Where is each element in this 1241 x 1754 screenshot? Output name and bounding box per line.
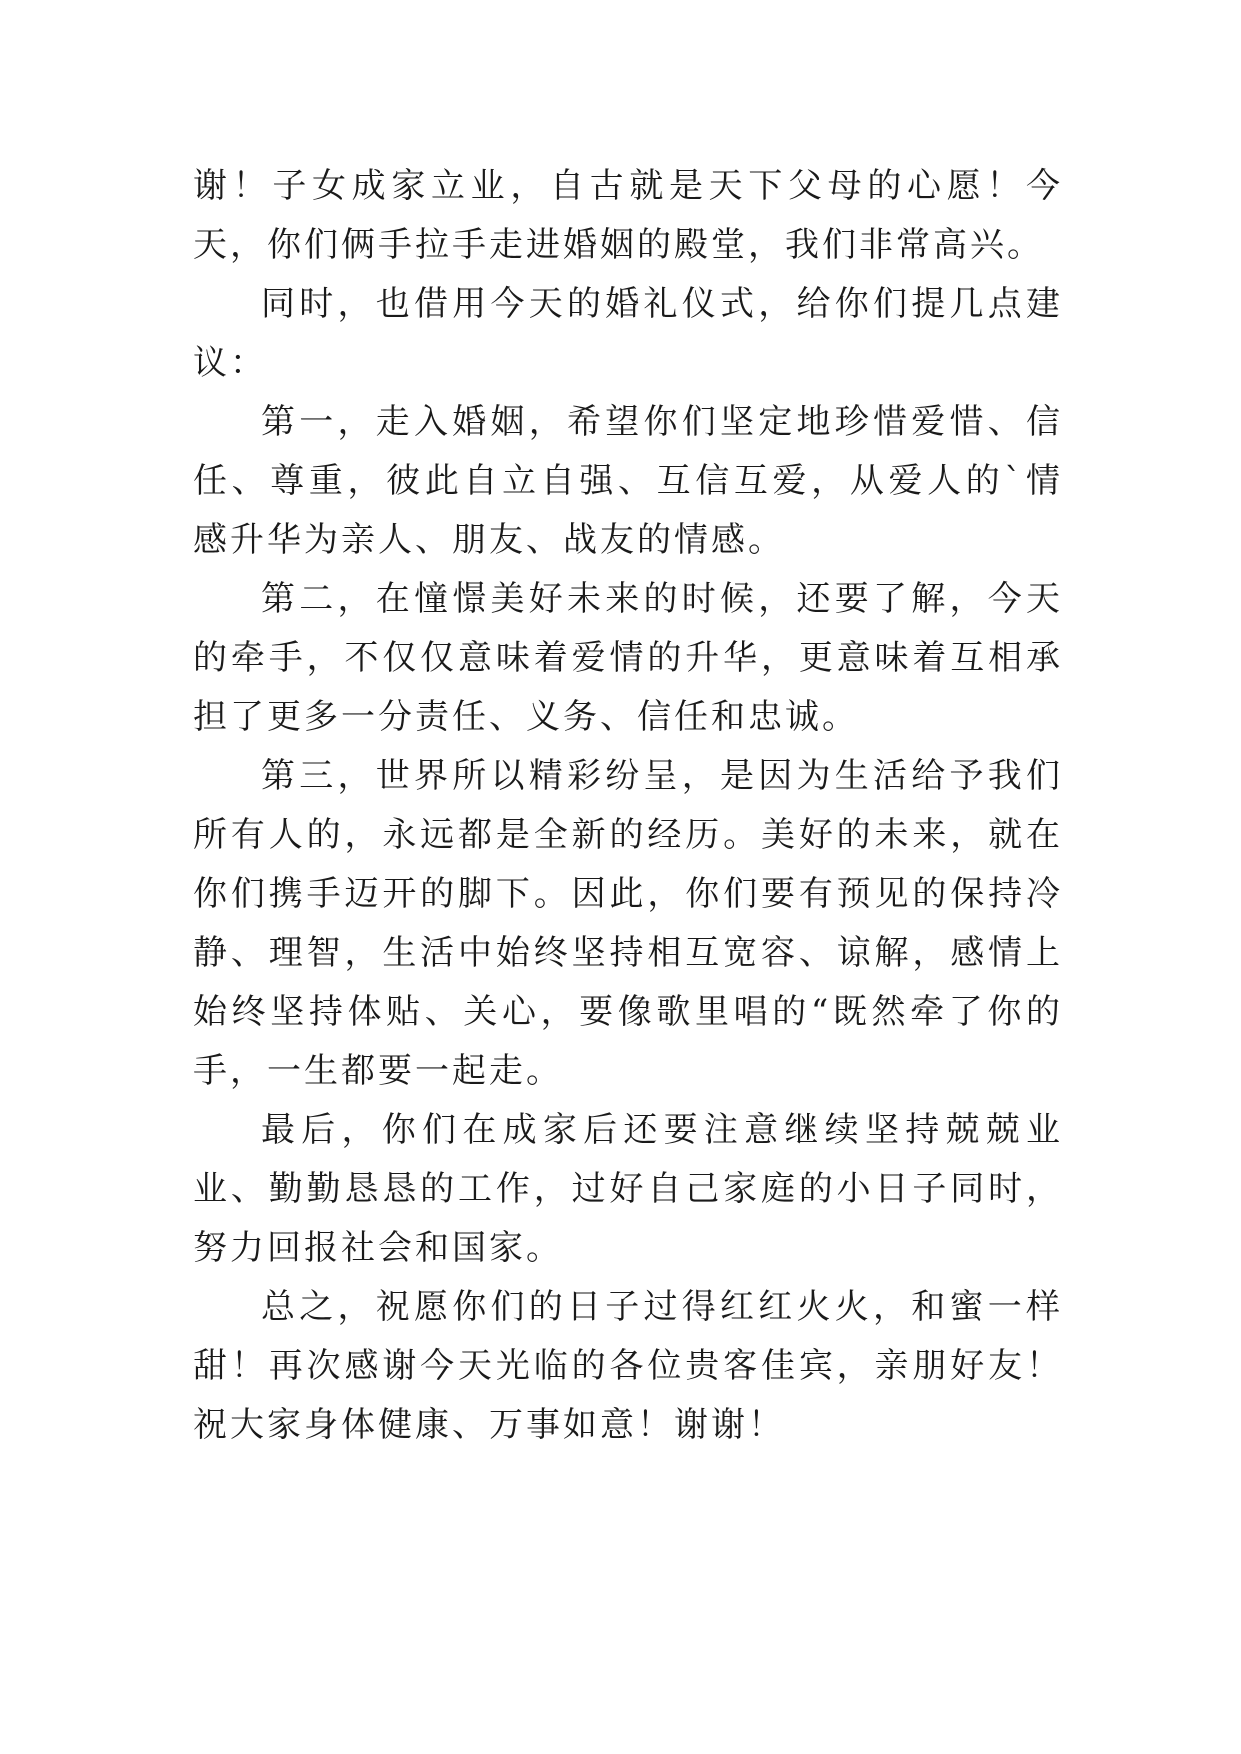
paragraph-conclusion: 总之，祝愿你们的日子过得红红火火，和蜜一样甜！再次感谢今天光临的各位贵客佳宾，亲朋好友！祝大家身体健康、万事如意！谢谢！ (193, 1287, 1063, 1445)
paragraph-last: 最后，你们在成家后还要注意继续坚持兢兢业业、勤勤恳恳的工作，过好自己家庭的小日子同时，努力回报社会和国家。 (193, 1110, 1063, 1268)
paragraph-intro: 同时，也借用今天的婚礼仪式，给你们提几点建议： (193, 284, 1063, 383)
document-body (193, 157, 1063, 1455)
paragraph-third: 第三，世界所以精彩纷呈，是因为生活给予我们所有人的，永远都是全新的经历。美好的未来，就在你们携手迈开的脚下。因此，你们要有预见的保持冷静、理智，生活中始终坚持相互宽容、谅解，感情上始终坚持体贴、关心，要像歌里唱的“既然牵了你的手，一生都要一起走。 (193, 756, 1063, 1091)
paragraph-second: 第二，在憧憬美好未来的时候，还要了解，今天的牵手，不仅仅意味着爱情的升华，更意味着互相承担了更多一分责任、义务、信任和忠诚。 (193, 579, 1063, 737)
paragraph-first: 第一，走入婚姻，希望你们坚定地珍惜爱惜、信任、尊重，彼此自立自强、互信互爱，从爱人的`情感升华为亲人、朋友、战友的情感。 (193, 402, 1063, 560)
paragraph-continuation: 谢！子女成家立业，自古就是天下父母的心愿！今天，你们俩手拉手走进婚姻的殿堂，我们非常高兴。 (193, 166, 1063, 265)
